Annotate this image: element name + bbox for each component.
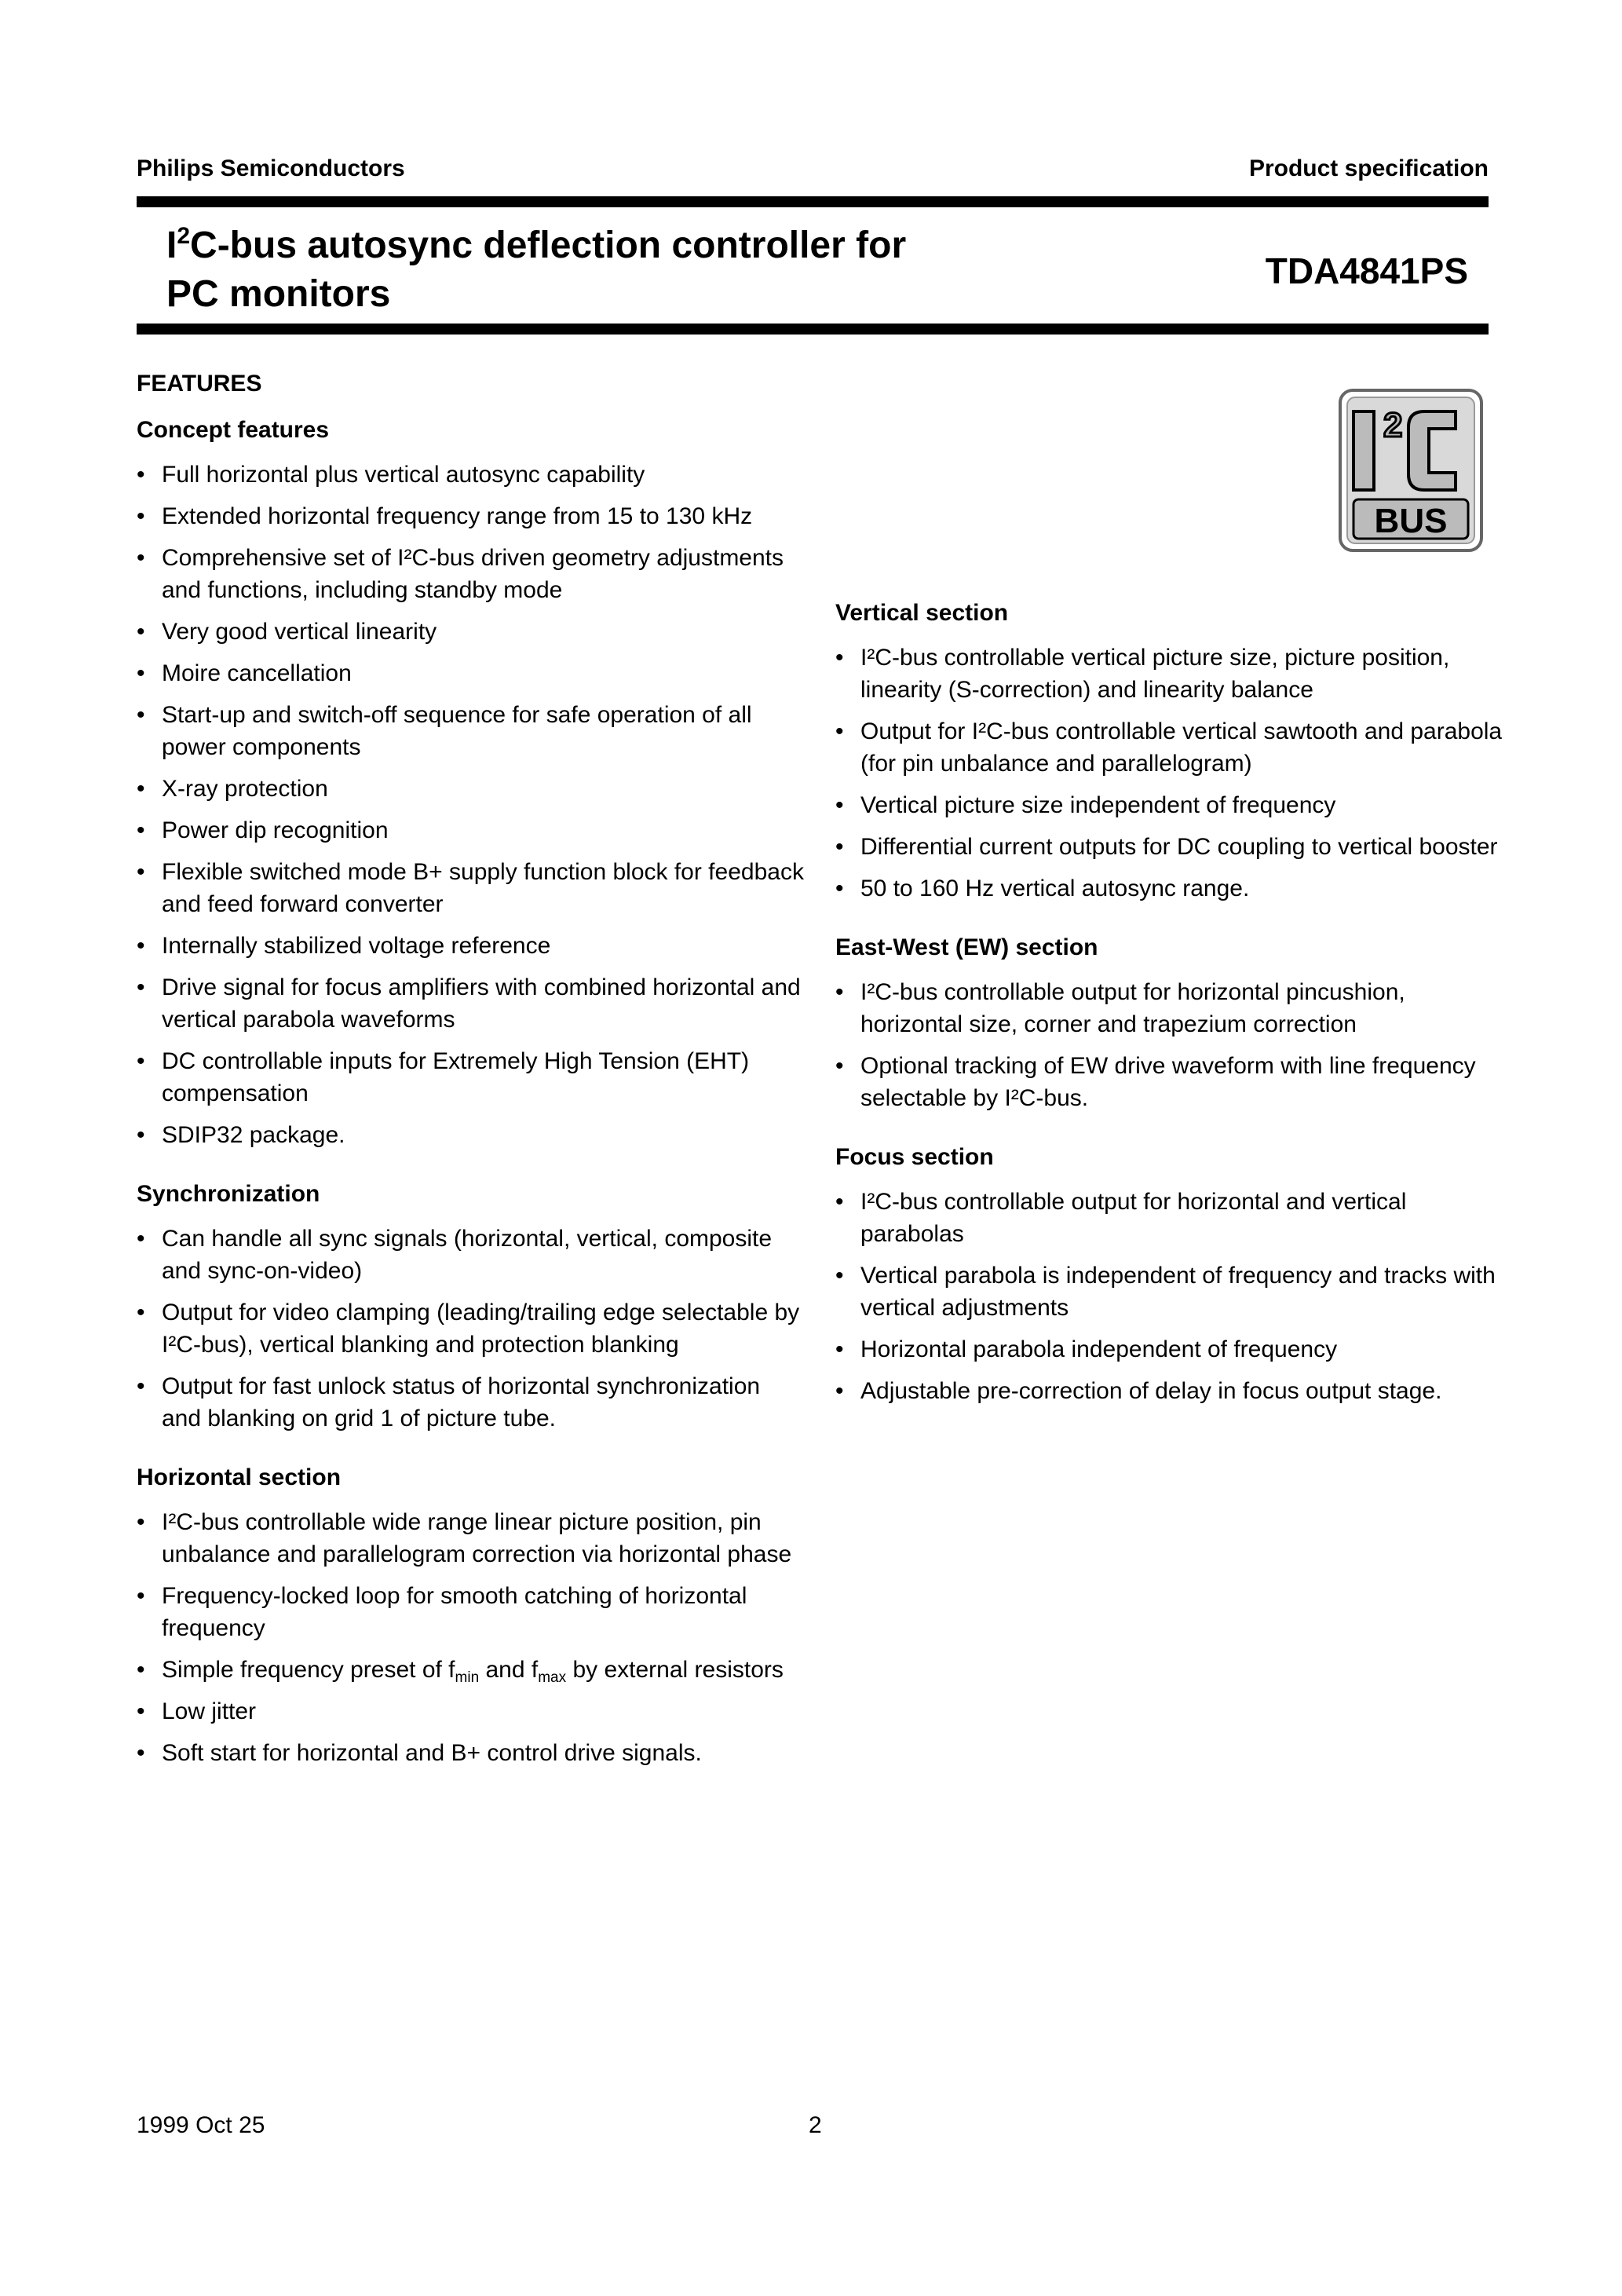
eastwest-list (835, 976, 1503, 1114)
list-item: • Adjustable pre-correction of delay in focus output stage. (835, 1375, 1503, 1407)
list-item: • Vertical parabola is independent of frequency and tracks with vertical adjustments (835, 1260, 1503, 1324)
horizontal-list (137, 1506, 804, 1769)
sync-heading: Synchronization (137, 1181, 320, 1207)
horizontal-heading: Horizontal section (137, 1464, 342, 1490)
list-item: • Very good vertical linearity (137, 616, 804, 648)
footer-date: 1999 Oct 25 (137, 2112, 265, 2138)
header-company: Philips Semiconductors (137, 155, 405, 181)
fmin-subscript: min (455, 1669, 480, 1686)
list-item: • Output for video clamping (leading/trailing edge selectable by I²C-bus), vertical blanking and protection blanking (137, 1296, 804, 1361)
list-item: • Drive signal for focus amplifiers with combined horizontal and vertical parabola waveforms (137, 971, 804, 1036)
list-item: • Moire cancellation (137, 657, 804, 689)
list-item: • Comprehensive set of I²C-bus driven geometry adjustments and functions, including standby mode (137, 542, 804, 606)
concept-heading: Concept features (137, 417, 330, 443)
eastwest-heading: East-West (EW) section (835, 934, 1098, 960)
focus-heading: Focus section (835, 1144, 994, 1170)
list-item: • I²C-bus controllable wide range linear picture position, pin unbalance and parallelogram correction via horizontal phase (137, 1506, 804, 1570)
preset-text: Simple frequency preset of f (162, 1657, 455, 1683)
list-item: • I²C-bus controllable output for horizontal pincushion, horizontal size, corner and trapezium correction (835, 976, 1503, 1040)
vertical-heading: Vertical section (835, 600, 1009, 626)
list-item: • Horizontal parabola independent of frequency (835, 1333, 1503, 1366)
list-item: • Internally stabilized voltage reference (137, 930, 804, 962)
list-item: • I²C-bus controllable output for horizontal and vertical parabolas (835, 1186, 1503, 1250)
list-item: • Frequency-locked loop for smooth catching of horizontal frequency (137, 1580, 804, 1644)
i2c-bus-logo-icon (1338, 388, 1484, 553)
list-item: • Differential current outputs for DC coupling to vertical booster (835, 831, 1503, 863)
left-column (137, 367, 804, 1796)
list-item: • Optional tracking of EW drive waveform with line frequency selectable by I²C-bus. (835, 1050, 1503, 1114)
title-line2: PC monitors (166, 273, 391, 315)
list-item: • DC controllable inputs for Extremely High Tension (EHT) compensation (137, 1045, 804, 1110)
features-heading: FEATURES (137, 371, 262, 397)
page-title (166, 221, 1030, 319)
header-rule-top (137, 196, 1489, 207)
list-item: • Low jitter (137, 1695, 804, 1727)
focus-list (835, 1186, 1503, 1407)
vertical-list (835, 642, 1503, 905)
footer-page-number: 2 (809, 2112, 822, 2138)
list-item: • X-ray protection (137, 773, 804, 805)
preset-text: and f (479, 1657, 539, 1683)
fmax-subscript: max (538, 1669, 567, 1686)
sync-list (137, 1223, 804, 1435)
right-column (835, 597, 1503, 1434)
list-item: • Power dip recognition (137, 814, 804, 846)
logo-bus-text: BUS (1374, 502, 1448, 540)
list-item: • Full horizontal plus vertical autosync capability (137, 459, 804, 491)
title-line1: C-bus autosync deflection controller for (190, 225, 907, 266)
part-number: TDA4841PS (1265, 250, 1468, 291)
header-doc-type: Product specification (1248, 155, 1489, 181)
list-item: • Output for fast unlock status of horizontal synchronization and blanking on grid 1 of picture tube. (137, 1370, 804, 1435)
list-item: • I²C-bus controllable vertical picture size, picture position, linearity (S-correction) and linearity balance (835, 642, 1503, 706)
preset-text: by external resistors (566, 1657, 784, 1683)
svg-text:2: 2 (1383, 406, 1403, 444)
list-item: • Vertical picture size independent of frequency (835, 789, 1503, 821)
list-item: • 50 to 160 Hz vertical autosync range. (835, 872, 1503, 905)
title-superscript: 2 (177, 223, 191, 249)
list-item: • Start-up and switch-off sequence for safe operation of all power components (137, 699, 804, 763)
header-rule-bottom (137, 324, 1489, 335)
list-item: • Flexible switched mode B+ supply function block for feedback and feed forward converter (137, 856, 804, 920)
list-item: • Output for I²C-bus controllable vertical sawtooth and parabola (for pin unbalance and parallelogram) (835, 715, 1503, 780)
list-item: • Soft start for horizontal and B+ control drive signals. (137, 1737, 804, 1769)
list-item: • Extended horizontal frequency range from 15 to 130 kHz (137, 500, 804, 532)
list-item: • SDIP32 package. (137, 1119, 804, 1151)
title-prefix: I (166, 225, 177, 266)
concept-list (137, 459, 804, 1151)
list-item: • Can handle all sync signals (horizontal, vertical, composite and sync-on-video) (137, 1223, 804, 1287)
list-item-frequency-preset (137, 1654, 804, 1686)
